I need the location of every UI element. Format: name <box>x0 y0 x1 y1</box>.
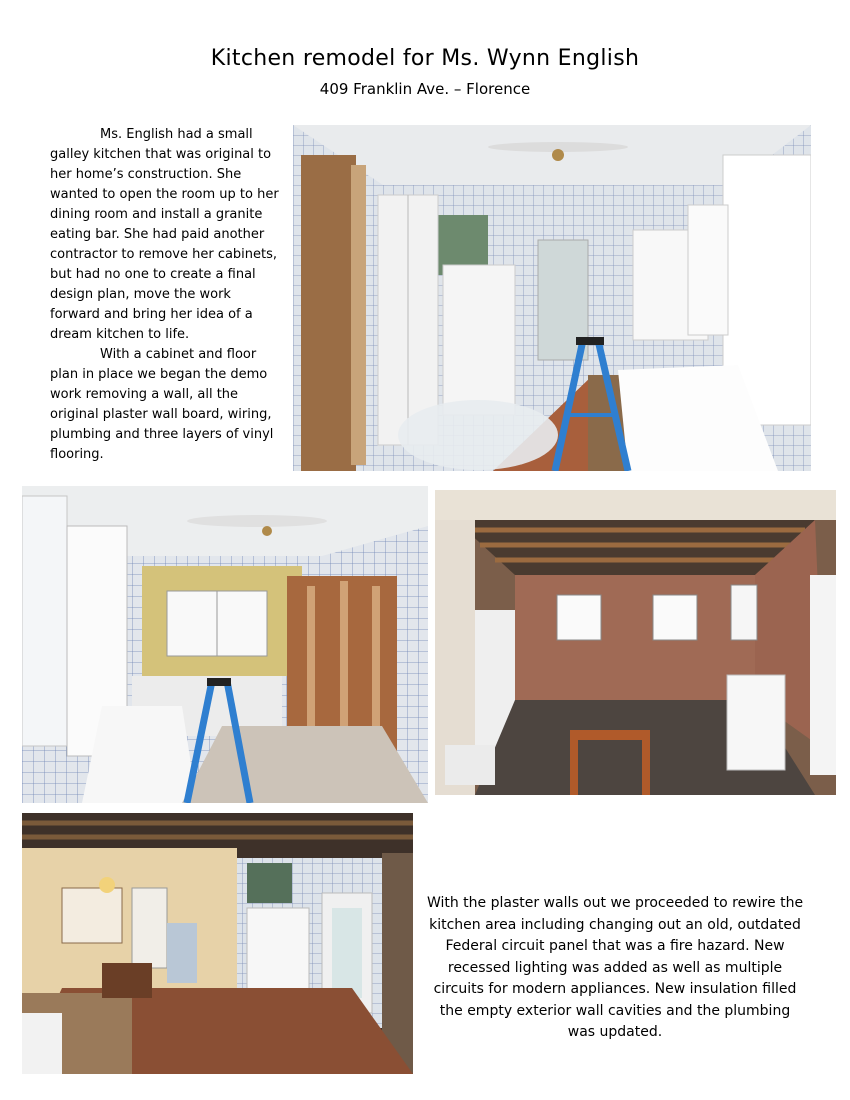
photo-dining-view <box>22 813 413 1074</box>
photo-galley-kitchen <box>293 125 811 471</box>
intro-text <box>50 125 280 465</box>
intro-paragraph-2: With a cabinet and floor plan in place we began the demo work removing a wall, all the original plaster wall board, wiring, plumbing and three layers of vinyl flooring. <box>50 347 274 462</box>
page-subtitle: 409 Franklin Ave. – Florence <box>319 80 531 98</box>
closing-text: With the plaster walls out we proceeded to rewire the kitchen area including changing out an old, outdated Federal circuit panel that was a fire hazard. New recessed lighting was added as well as multiple circuits for modern appliances. New insulation filled the empty exterior wall cavities and the plumbing was updated. <box>426 895 804 1040</box>
photo-kitchen-shutters <box>22 486 428 803</box>
photo-insulation <box>435 490 836 795</box>
intro-paragraph-1: Ms. English had a small galley kitchen that was original to her home’s construction. She wanted to open the room up to her dining room and install a granite eating bar. She had paid another contractor to remove her cabinets, but had no one to create a final design plan, move the work forward and bring her idea of a dream kitchen to life. <box>50 127 279 342</box>
page-title: Kitchen remodel for Ms. Wynn English <box>210 46 640 71</box>
